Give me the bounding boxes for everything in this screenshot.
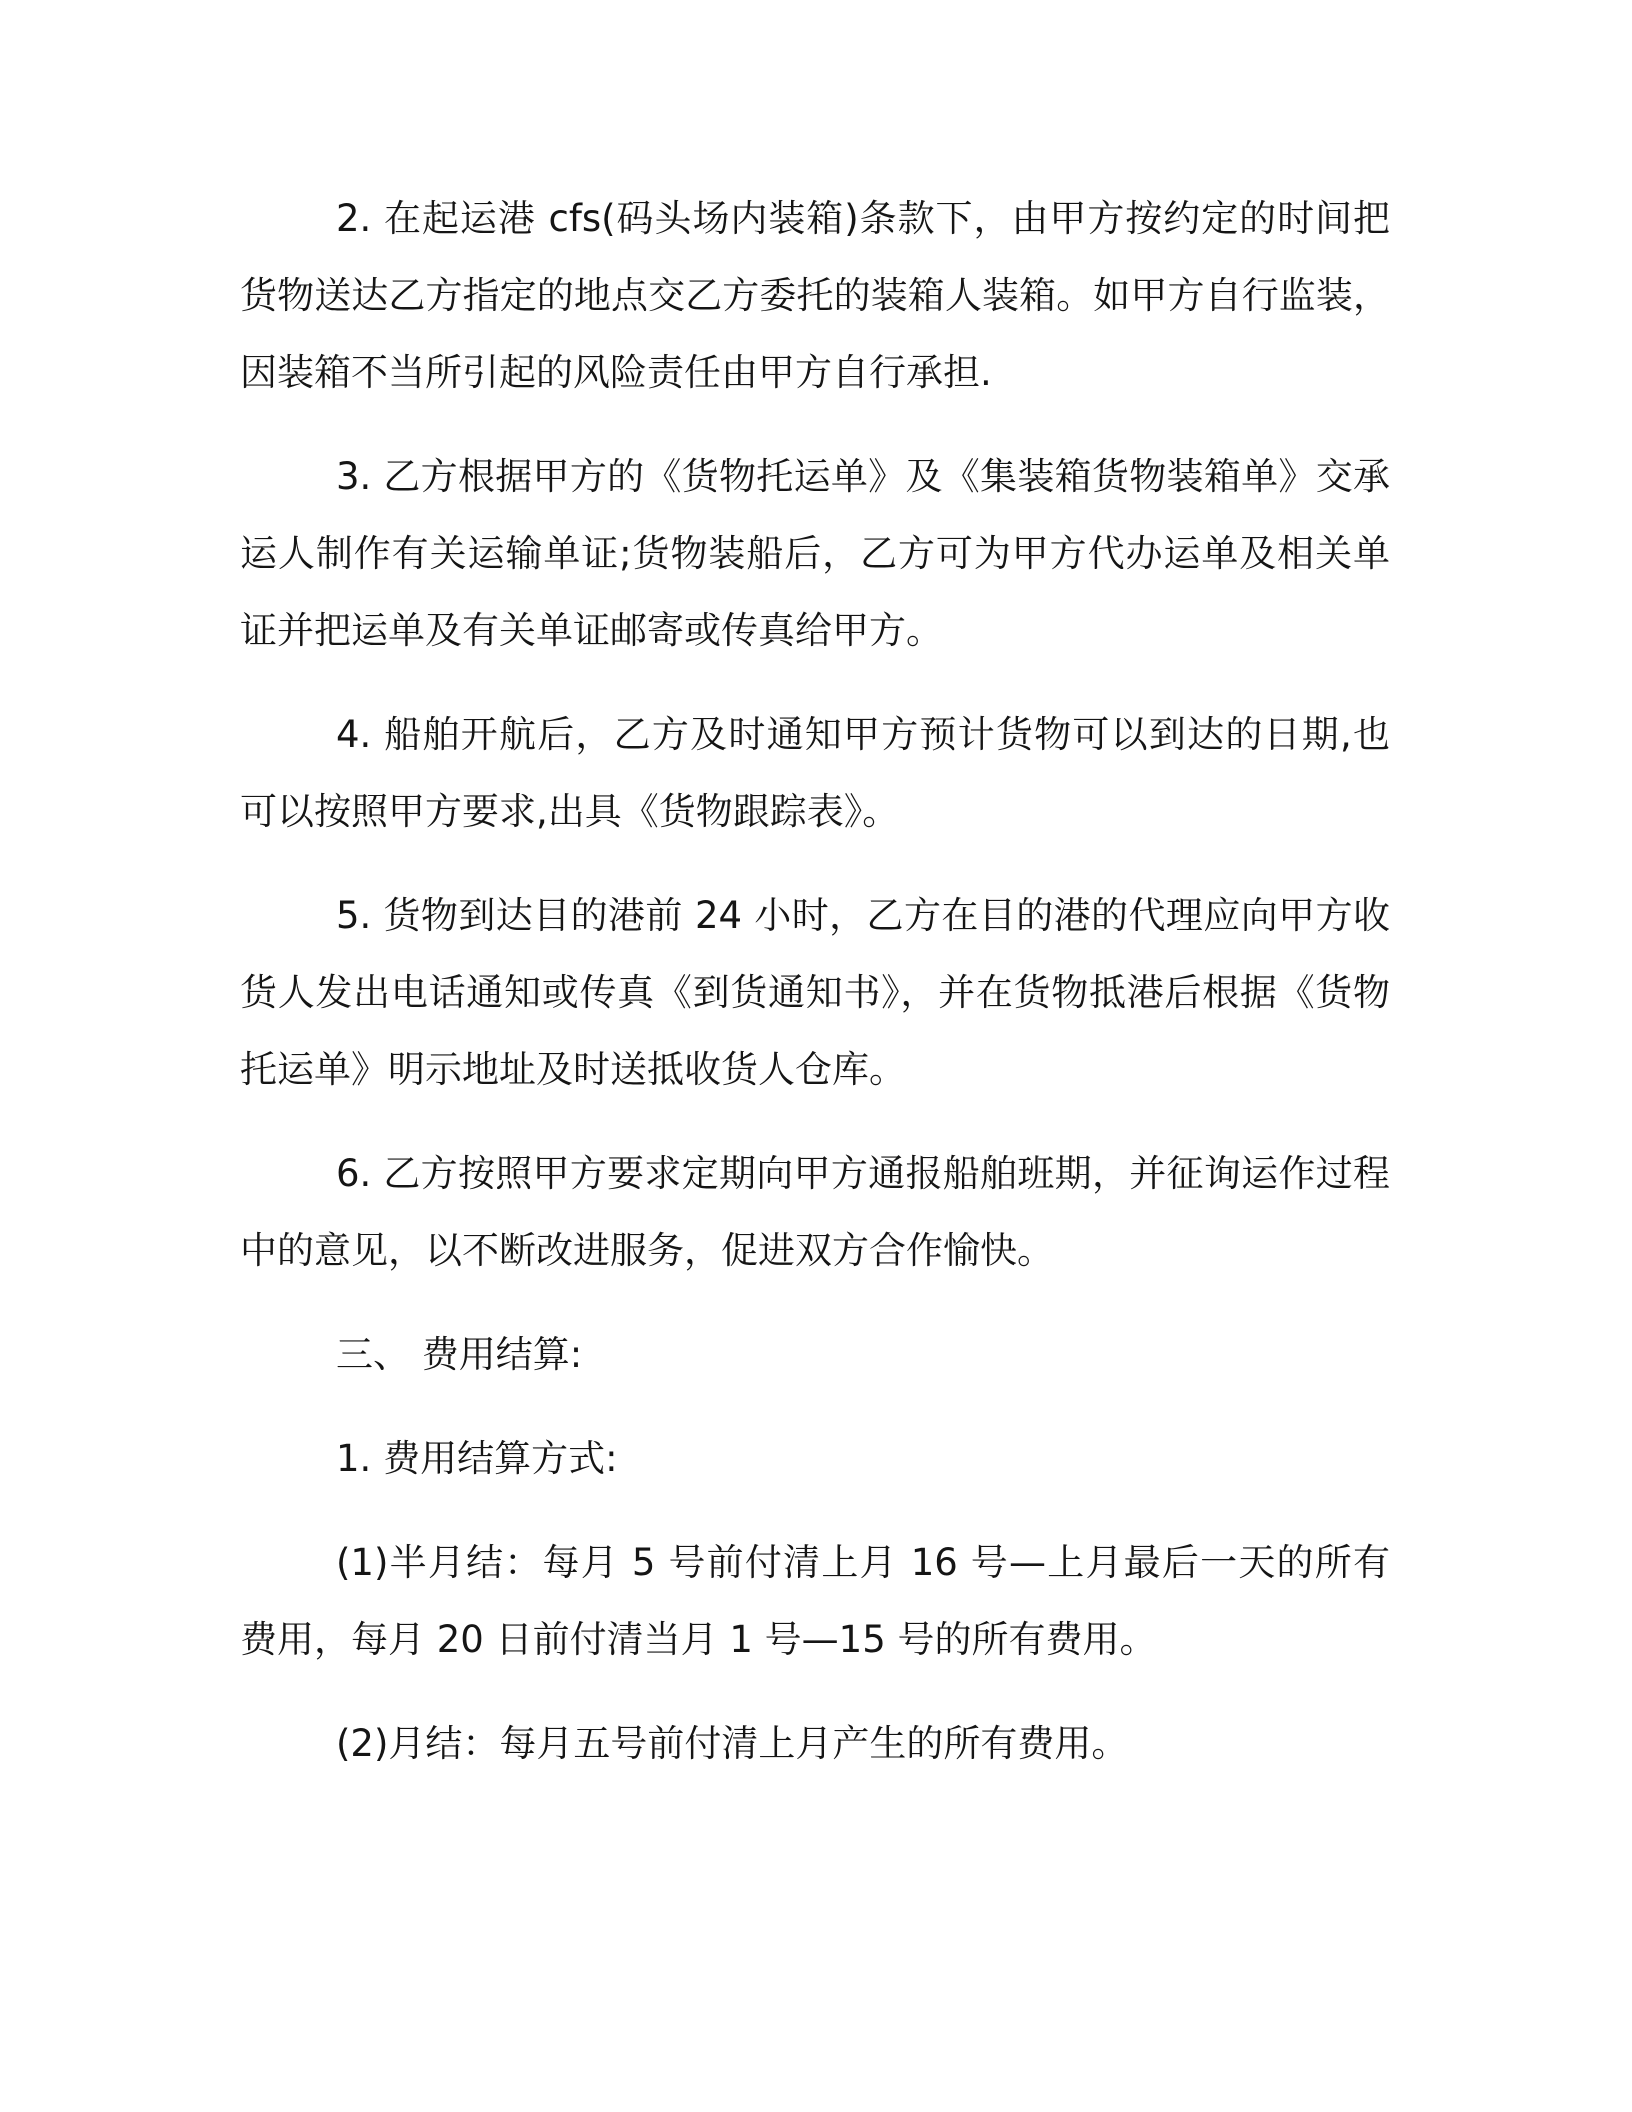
- section-heading-fee-settlement: 三、 费用结算:: [336, 1333, 583, 1376]
- clause-2-paragraph: 2. 在起运港 cfs(码头场内装箱)条款下，由甲方按约定的时间把货物送达乙方指定的地点交乙方委托的装箱人装箱。如甲方自行监装，因装箱不当所引起的风险责任由甲方自行承担.: [240, 197, 1390, 394]
- clause-4-paragraph: 4. 船舶开航后，乙方及时通知甲方预计货物可以到达的日期,也可以按照甲方要求,出具《货物跟踪表》。: [240, 713, 1390, 833]
- clause-5-paragraph: 5. 货物到达目的港前 24 小时，乙方在目的港的代理应向甲方收货人发出电话通知或传真《到货通知书》，并在货物抵港后根据《货物托运单》明示地址及时送抵收货人仓库。: [240, 894, 1390, 1091]
- clause-6-paragraph: 6. 乙方按照甲方要求定期向甲方通报船舶班期，并征询运作过程中的意见，以不断改进服务，促进双方合作愉快。: [240, 1152, 1390, 1272]
- document-page: [240, 180, 1390, 1809]
- clause-3-paragraph: 3. 乙方根据甲方的《货物托运单》及《集装箱货物装箱单》交承运人制作有关运输单证;货物装船后，乙方可为甲方代办运单及相关单证并把运单及有关单证邮寄或传真给甲方。: [240, 455, 1390, 652]
- semi-monthly-settlement-paragraph: (1)半月结：每月 5 号前付清上月 16 号—上月最后一天的所有费用，每月 20 日前付清当月 1 号—15 号的所有费用。: [240, 1541, 1390, 1661]
- fee-settlement-method-heading: 1. 费用结算方式:: [336, 1437, 618, 1480]
- monthly-settlement-paragraph: (2)月结：每月五号前付清上月产生的所有费用。: [336, 1722, 1129, 1765]
